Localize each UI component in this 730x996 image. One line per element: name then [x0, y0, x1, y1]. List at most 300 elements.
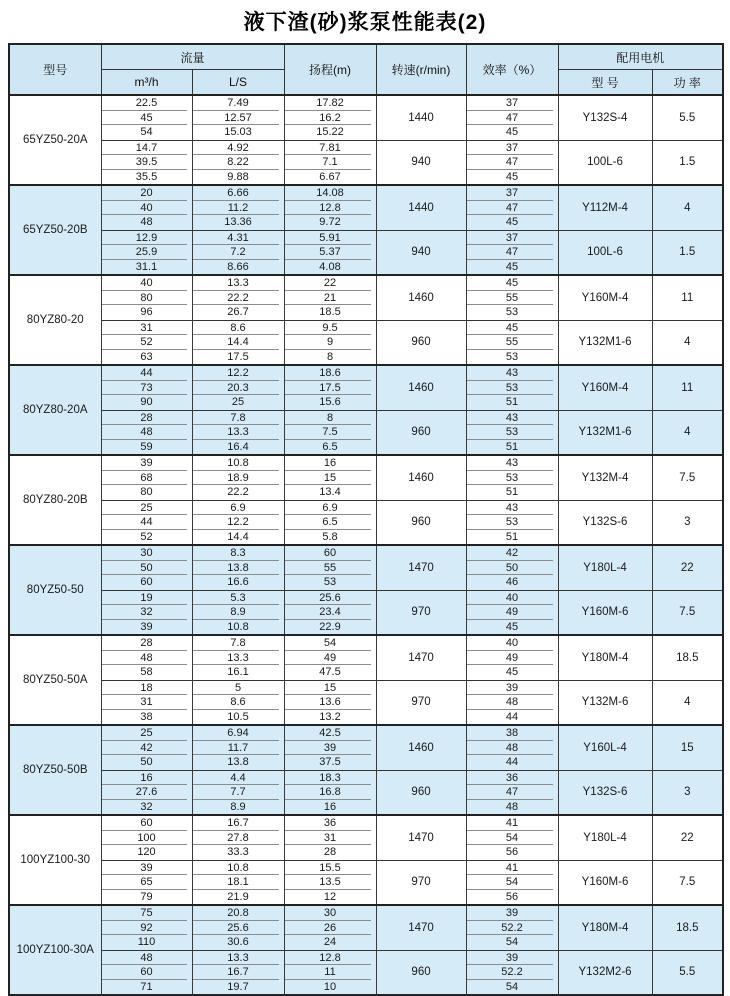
cell-efficiency: 52.2	[466, 965, 558, 980]
col-header-model: 型号	[9, 44, 101, 95]
cell-efficiency: 56	[466, 845, 558, 860]
cell-efficiency: 38	[466, 725, 558, 741]
cell-efficiency: 51	[466, 395, 558, 410]
cell-efficiency: 51	[466, 530, 558, 546]
cell-flow-ls: 13.8	[192, 755, 284, 770]
cell-head: 53	[284, 575, 376, 590]
cell-flow-ls: 19.7	[192, 980, 284, 996]
cell-motor-power: 4	[652, 185, 723, 230]
cell-motor-model: Y132S-4	[558, 95, 652, 140]
cell-flow-m3h: 48	[101, 950, 192, 965]
cell-pump-model: 65YZ50-20A	[9, 95, 101, 185]
cell-flow-m3h: 39	[101, 620, 192, 636]
cell-efficiency: 47	[466, 245, 558, 260]
cell-speed: 970	[376, 590, 466, 635]
cell-flow-m3h: 120	[101, 845, 192, 860]
cell-efficiency: 53	[466, 425, 558, 440]
cell-flow-ls: 10.5	[192, 710, 284, 726]
cell-head: 15.22	[284, 125, 376, 140]
cell-flow-m3h: 44	[101, 365, 192, 381]
cell-motor-model: 100L-6	[558, 230, 652, 275]
cell-speed: 1470	[376, 815, 466, 860]
cell-flow-m3h: 50	[101, 755, 192, 770]
cell-head: 54	[284, 635, 376, 651]
cell-efficiency: 41	[466, 860, 558, 875]
cell-speed: 1440	[376, 95, 466, 140]
cell-speed: 960	[376, 950, 466, 995]
cell-motor-power: 3	[652, 500, 723, 545]
cell-flow-m3h: 31	[101, 695, 192, 710]
cell-speed: 960	[376, 770, 466, 815]
cell-motor-power: 3	[652, 770, 723, 815]
cell-flow-ls: 12.57	[192, 111, 284, 126]
table-row	[9, 410, 723, 425]
cell-head: 15.5	[284, 860, 376, 875]
cell-flow-m3h: 65	[101, 875, 192, 890]
cell-motor-model: Y132M1-6	[558, 410, 652, 455]
cell-motor-model: Y160M-6	[558, 860, 652, 905]
cell-head: 13.2	[284, 710, 376, 726]
cell-head: 39	[284, 741, 376, 756]
cell-head: 6.5	[284, 515, 376, 530]
cell-motor-model: Y180M-4	[558, 635, 652, 680]
cell-efficiency: 44	[466, 710, 558, 726]
col-header-motor: 配用电机	[558, 44, 723, 70]
col-header-flow: 流量	[101, 44, 284, 70]
cell-efficiency: 45	[466, 215, 558, 230]
cell-efficiency: 37	[466, 185, 558, 201]
cell-motor-power: 5.5	[652, 950, 723, 995]
cell-motor-power: 4	[652, 320, 723, 365]
cell-head: 9	[284, 335, 376, 350]
cell-head: 5.37	[284, 245, 376, 260]
cell-efficiency: 40	[466, 590, 558, 605]
cell-flow-m3h: 90	[101, 395, 192, 410]
cell-flow-m3h: 31	[101, 320, 192, 335]
cell-flow-ls: 9.88	[192, 170, 284, 186]
cell-efficiency: 47	[466, 201, 558, 216]
cell-efficiency: 48	[466, 695, 558, 710]
cell-flow-m3h: 68	[101, 471, 192, 486]
cell-flow-ls: 14.4	[192, 335, 284, 350]
cell-flow-m3h: 96	[101, 305, 192, 320]
cell-flow-ls: 8.22	[192, 155, 284, 170]
cell-flow-m3h: 20	[101, 185, 192, 201]
cell-flow-ls: 26.7	[192, 305, 284, 320]
cell-flow-ls: 4.4	[192, 770, 284, 785]
cell-flow-ls: 6.9	[192, 500, 284, 515]
cell-head: 13.5	[284, 875, 376, 890]
cell-efficiency: 53	[466, 381, 558, 396]
cell-head: 13.4	[284, 485, 376, 500]
cell-flow-ls: 16.6	[192, 575, 284, 590]
cell-efficiency: 56	[466, 890, 558, 906]
cell-pump-model: 100YZ100-30	[9, 815, 101, 905]
cell-flow-ls: 4.31	[192, 230, 284, 245]
table-row	[9, 320, 723, 335]
cell-efficiency: 37	[466, 140, 558, 155]
cell-flow-ls: 16.1	[192, 665, 284, 680]
cell-efficiency: 49	[466, 605, 558, 620]
cell-head: 24	[284, 935, 376, 950]
cell-head: 49	[284, 651, 376, 666]
col-header-motor-model: 型 号	[558, 70, 652, 96]
cell-efficiency: 42	[466, 545, 558, 561]
cell-flow-ls: 25.6	[192, 921, 284, 936]
cell-flow-m3h: 71	[101, 980, 192, 996]
cell-flow-m3h: 39	[101, 455, 192, 471]
cell-motor-model: Y132M-4	[558, 455, 652, 500]
cell-head: 7.5	[284, 425, 376, 440]
cell-flow-ls: 8.66	[192, 260, 284, 276]
cell-efficiency: 55	[466, 291, 558, 306]
cell-flow-m3h: 39	[101, 860, 192, 875]
page-title: 液下渣(砂)浆泵性能表(2)	[243, 11, 487, 34]
cell-efficiency: 43	[466, 365, 558, 381]
cell-flow-m3h: 22.5	[101, 95, 192, 111]
cell-motor-power: 11	[652, 365, 723, 410]
cell-efficiency: 53	[466, 305, 558, 320]
cell-efficiency: 36	[466, 770, 558, 785]
cell-flow-m3h: 39.5	[101, 155, 192, 170]
cell-head: 42.5	[284, 725, 376, 741]
cell-flow-ls: 7.8	[192, 410, 284, 425]
cell-flow-ls: 12.2	[192, 365, 284, 381]
cell-motor-model: Y180L-4	[558, 545, 652, 590]
cell-head: 17.82	[284, 95, 376, 111]
cell-flow-ls: 6.66	[192, 185, 284, 201]
cell-flow-m3h: 42	[101, 741, 192, 756]
table-row	[9, 680, 723, 695]
cell-flow-ls: 7.8	[192, 635, 284, 651]
cell-speed: 1460	[376, 455, 466, 500]
cell-speed: 1470	[376, 905, 466, 950]
cell-head: 8	[284, 410, 376, 425]
cell-motor-model: Y180M-4	[558, 905, 652, 950]
cell-flow-ls: 30.6	[192, 935, 284, 950]
cell-head: 9.72	[284, 215, 376, 230]
cell-speed: 970	[376, 680, 466, 725]
cell-flow-ls: 8.3	[192, 545, 284, 561]
cell-motor-power: 22	[652, 545, 723, 590]
cell-motor-power: 15	[652, 725, 723, 770]
cell-flow-m3h: 79	[101, 890, 192, 906]
cell-head: 23.4	[284, 605, 376, 620]
cell-flow-ls: 22.2	[192, 291, 284, 306]
cell-flow-m3h: 30	[101, 545, 192, 561]
cell-efficiency: 48	[466, 741, 558, 756]
cell-efficiency: 40	[466, 635, 558, 651]
cell-flow-ls: 12.2	[192, 515, 284, 530]
cell-head: 15	[284, 680, 376, 695]
cell-efficiency: 51	[466, 485, 558, 500]
cell-flow-m3h: 54	[101, 125, 192, 140]
cell-head: 22.9	[284, 620, 376, 636]
cell-pump-model: 80YZ80-20	[9, 275, 101, 365]
cell-pump-model: 65YZ50-20B	[9, 185, 101, 275]
cell-flow-m3h: 50	[101, 561, 192, 576]
cell-speed: 940	[376, 230, 466, 275]
cell-efficiency: 41	[466, 815, 558, 831]
table-row	[9, 140, 723, 155]
cell-flow-ls: 5.3	[192, 590, 284, 605]
table-header	[9, 44, 723, 95]
cell-flow-ls: 21.9	[192, 890, 284, 906]
cell-head: 16.8	[284, 785, 376, 800]
cell-motor-power: 11	[652, 275, 723, 320]
cell-flow-ls: 13.36	[192, 215, 284, 230]
cell-flow-m3h: 19	[101, 590, 192, 605]
cell-flow-m3h: 31.1	[101, 260, 192, 276]
cell-flow-m3h: 25	[101, 500, 192, 515]
table-row	[9, 545, 723, 561]
col-header-speed: 转速(r/min)	[376, 44, 466, 95]
cell-head: 9.5	[284, 320, 376, 335]
header-row-1	[9, 44, 723, 70]
cell-speed: 1440	[376, 185, 466, 230]
cell-flow-m3h: 60	[101, 575, 192, 590]
cell-efficiency: 45	[466, 170, 558, 186]
cell-flow-ls: 5	[192, 680, 284, 695]
cell-motor-model: Y132M1-6	[558, 320, 652, 365]
cell-flow-ls: 16.7	[192, 965, 284, 980]
cell-flow-ls: 20.8	[192, 905, 284, 921]
cell-flow-ls: 8.9	[192, 605, 284, 620]
cell-head: 6.67	[284, 170, 376, 186]
cell-head: 22	[284, 275, 376, 291]
cell-efficiency: 54	[466, 935, 558, 950]
cell-motor-model: 100L-6	[558, 140, 652, 185]
cell-flow-ls: 14.4	[192, 530, 284, 546]
cell-flow-m3h: 45	[101, 111, 192, 126]
cell-flow-m3h: 25	[101, 725, 192, 741]
cell-head: 7.81	[284, 140, 376, 155]
cell-motor-model: Y180L-4	[558, 815, 652, 860]
cell-head: 18.6	[284, 365, 376, 381]
cell-efficiency: 50	[466, 561, 558, 576]
cell-flow-m3h: 80	[101, 291, 192, 306]
cell-efficiency: 52.2	[466, 921, 558, 936]
cell-flow-m3h: 12.9	[101, 230, 192, 245]
cell-flow-m3h: 52	[101, 335, 192, 350]
cell-head: 6.5	[284, 440, 376, 456]
cell-head: 12.8	[284, 201, 376, 216]
cell-flow-m3h: 100	[101, 831, 192, 846]
cell-speed: 1470	[376, 545, 466, 590]
cell-efficiency: 39	[466, 950, 558, 965]
cell-head: 21	[284, 291, 376, 306]
cell-head: 17.5	[284, 381, 376, 396]
cell-head: 13.6	[284, 695, 376, 710]
cell-efficiency: 45	[466, 125, 558, 140]
cell-head: 4.08	[284, 260, 376, 276]
cell-head: 18.3	[284, 770, 376, 785]
cell-efficiency: 48	[466, 800, 558, 816]
table-row	[9, 455, 723, 471]
cell-flow-m3h: 28	[101, 635, 192, 651]
cell-motor-power: 22	[652, 815, 723, 860]
cell-motor-power: 1.5	[652, 140, 723, 185]
table-row	[9, 185, 723, 201]
cell-flow-m3h: 32	[101, 605, 192, 620]
table-row	[9, 950, 723, 965]
table-row	[9, 590, 723, 605]
cell-efficiency: 47	[466, 155, 558, 170]
cell-flow-m3h: 52	[101, 530, 192, 546]
cell-flow-ls: 7.2	[192, 245, 284, 260]
cell-flow-ls: 13.3	[192, 950, 284, 965]
cell-head: 16	[284, 800, 376, 816]
cell-speed: 1460	[376, 365, 466, 410]
cell-flow-ls: 4.92	[192, 140, 284, 155]
cell-flow-ls: 13.3	[192, 425, 284, 440]
cell-head: 47.5	[284, 665, 376, 680]
cell-speed: 1460	[376, 275, 466, 320]
cell-efficiency: 37	[466, 95, 558, 111]
cell-motor-model: Y132M2-6	[558, 950, 652, 995]
cell-head: 28	[284, 845, 376, 860]
cell-motor-power: 18.5	[652, 635, 723, 680]
cell-head: 31	[284, 831, 376, 846]
cell-flow-ls: 13.3	[192, 275, 284, 291]
table-row	[9, 770, 723, 785]
cell-flow-ls: 11.2	[192, 201, 284, 216]
cell-head: 11	[284, 965, 376, 980]
cell-flow-m3h: 58	[101, 665, 192, 680]
table-row	[9, 905, 723, 921]
cell-pump-model: 80YZ50-50	[9, 545, 101, 635]
cell-efficiency: 47	[466, 111, 558, 126]
cell-flow-ls: 33.3	[192, 845, 284, 860]
cell-head: 6.9	[284, 500, 376, 515]
cell-flow-m3h: 48	[101, 215, 192, 230]
cell-head: 15.6	[284, 395, 376, 410]
cell-flow-ls: 16.4	[192, 440, 284, 456]
cell-head: 12.8	[284, 950, 376, 965]
cell-flow-ls: 7.7	[192, 785, 284, 800]
table-row	[9, 230, 723, 245]
cell-flow-m3h: 44	[101, 515, 192, 530]
table-row	[9, 500, 723, 515]
cell-flow-ls: 10.8	[192, 860, 284, 875]
cell-flow-m3h: 40	[101, 201, 192, 216]
cell-head: 37.5	[284, 755, 376, 770]
cell-flow-m3h: 28	[101, 410, 192, 425]
cell-head: 5.91	[284, 230, 376, 245]
cell-head: 30	[284, 905, 376, 921]
cell-speed: 970	[376, 860, 466, 905]
table-row	[9, 635, 723, 651]
cell-flow-m3h: 60	[101, 965, 192, 980]
cell-motor-power: 1.5	[652, 230, 723, 275]
table-row	[9, 725, 723, 741]
cell-flow-m3h: 60	[101, 815, 192, 831]
cell-flow-m3h: 25.9	[101, 245, 192, 260]
cell-efficiency: 54	[466, 875, 558, 890]
cell-motor-power: 4	[652, 410, 723, 455]
cell-motor-model: Y160M-4	[558, 365, 652, 410]
table-row	[9, 815, 723, 831]
cell-flow-m3h: 75	[101, 905, 192, 921]
col-header-motor-power: 功 率	[652, 70, 723, 96]
cell-flow-m3h: 48	[101, 651, 192, 666]
cell-speed: 1470	[376, 635, 466, 680]
cell-flow-ls: 16.7	[192, 815, 284, 831]
cell-flow-m3h: 32	[101, 800, 192, 816]
cell-flow-ls: 8.6	[192, 695, 284, 710]
cell-speed: 1460	[376, 725, 466, 770]
cell-flow-m3h: 92	[101, 921, 192, 936]
cell-efficiency: 45	[466, 620, 558, 636]
cell-flow-ls: 18.9	[192, 471, 284, 486]
cell-head: 14.08	[284, 185, 376, 201]
cell-flow-m3h: 27.6	[101, 785, 192, 800]
cell-head: 26	[284, 921, 376, 936]
cell-motor-model: Y132M-6	[558, 680, 652, 725]
cell-flow-ls: 8.6	[192, 320, 284, 335]
cell-head: 10	[284, 980, 376, 996]
cell-flow-m3h: 59	[101, 440, 192, 456]
cell-flow-ls: 6.94	[192, 725, 284, 741]
cell-head: 60	[284, 545, 376, 561]
cell-flow-m3h: 35.5	[101, 170, 192, 186]
cell-motor-model: Y132S-6	[558, 770, 652, 815]
cell-flow-m3h: 63	[101, 350, 192, 366]
cell-flow-m3h: 16	[101, 770, 192, 785]
table-body	[9, 95, 723, 995]
table-row	[9, 275, 723, 291]
cell-motor-power: 7.5	[652, 455, 723, 500]
cell-efficiency: 44	[466, 755, 558, 770]
cell-speed: 960	[376, 410, 466, 455]
cell-flow-m3h: 48	[101, 425, 192, 440]
cell-speed: 960	[376, 500, 466, 545]
cell-head: 7.1	[284, 155, 376, 170]
cell-pump-model: 80YZ80-20B	[9, 455, 101, 545]
cell-head: 16	[284, 455, 376, 471]
cell-motor-power: 4	[652, 680, 723, 725]
cell-flow-m3h: 14.7	[101, 140, 192, 155]
col-header-flow-m3h: m³/h	[101, 70, 192, 96]
cell-efficiency: 45	[466, 260, 558, 276]
col-header-head: 扬程(m)	[284, 44, 376, 95]
cell-flow-m3h: 110	[101, 935, 192, 950]
cell-flow-m3h: 80	[101, 485, 192, 500]
cell-flow-ls: 8.9	[192, 800, 284, 816]
cell-head: 5.8	[284, 530, 376, 546]
cell-flow-ls: 25	[192, 395, 284, 410]
cell-motor-model: Y112M-4	[558, 185, 652, 230]
cell-motor-model: Y160M-6	[558, 590, 652, 635]
cell-efficiency: 37	[466, 230, 558, 245]
table-row	[9, 860, 723, 875]
cell-efficiency: 46	[466, 575, 558, 590]
cell-flow-ls: 13.3	[192, 651, 284, 666]
cell-efficiency: 53	[466, 471, 558, 486]
cell-efficiency: 54	[466, 831, 558, 846]
cell-efficiency: 39	[466, 905, 558, 921]
cell-head: 25.6	[284, 590, 376, 605]
cell-efficiency: 39	[466, 680, 558, 695]
cell-motor-power: 7.5	[652, 860, 723, 905]
cell-flow-ls: 20.3	[192, 381, 284, 396]
cell-flow-ls: 10.8	[192, 620, 284, 636]
cell-pump-model: 80YZ80-20A	[9, 365, 101, 455]
cell-flow-ls: 13.8	[192, 561, 284, 576]
cell-flow-ls: 11.7	[192, 741, 284, 756]
cell-head: 15	[284, 471, 376, 486]
cell-speed: 960	[376, 320, 466, 365]
